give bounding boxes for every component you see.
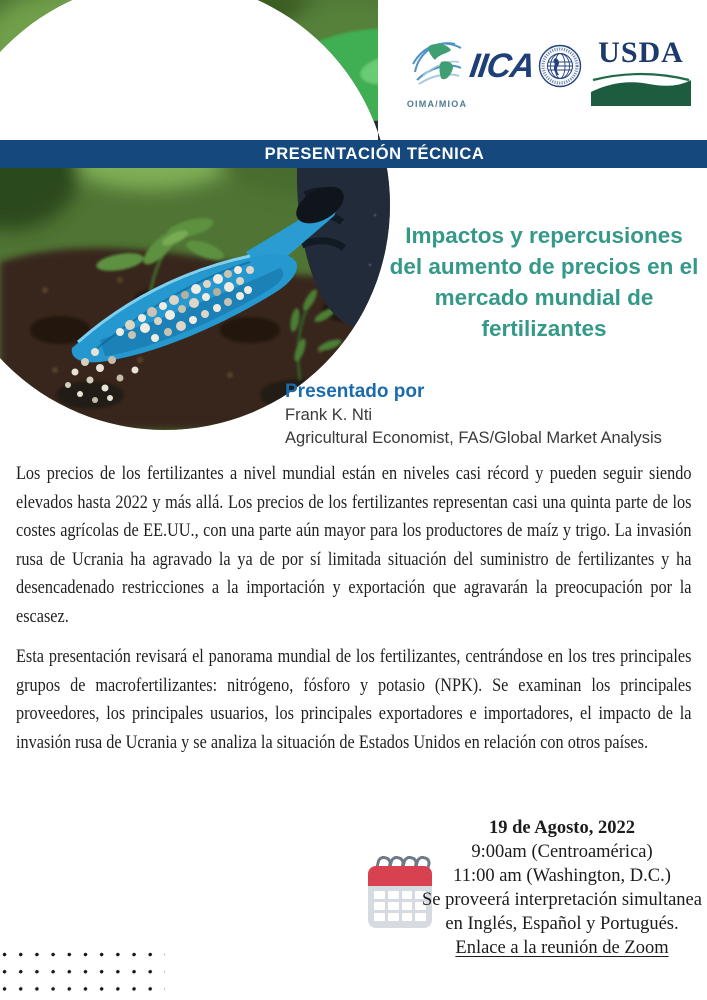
iica-logo: [467, 44, 582, 88]
event-time-washington: 11:00 am (Washington, D.C.): [453, 866, 671, 886]
technical-presentation-banner: [0, 140, 707, 168]
iica-logo-label: IICA: [467, 47, 537, 85]
presenter-role: Agricultural Economist, FAS/Global Market Analysis: [285, 429, 662, 447]
description-paragraph-1: Los precios de los fertilizantes a nivel mundial están en niveles casi récord y pueden seguir siendo elevados hasta 2022 y más allá. Los precios de los fertilizantes representan casi una quinta parte de los costes agrícolas de EE.UU., con una parte aún mayor para los productores de maíz y trigo. La invasión rusa de Ucrania ha agravado la ya de por sí limitada situación del suministro de fertilizantes y ha desencadenado restricciones a la importación y exportación que agravarán la preocupación por la escasez.: [16, 463, 692, 627]
oima-logo: [401, 34, 473, 109]
zoom-meeting-link[interactable]: Enlace a la reunión de Zoom: [455, 938, 669, 958]
usda-logo: [590, 38, 692, 111]
event-interpretation-note: Se proveerá interpretación simultanea en Inglés, Español y Portugués.: [422, 890, 702, 934]
usda-logo-label: USDA: [598, 36, 684, 69]
logo-row: [0, 0, 707, 130]
globe-emblem-icon: [538, 44, 582, 88]
green-field-swoosh-icon: [591, 68, 691, 106]
dot-grid-decoration: [2, 952, 165, 1000]
globe-americas-icon: [409, 34, 465, 90]
page-title: Impactos y repercusiones del aumento de precios en el mercado mundial de fertilizantes: [389, 223, 699, 341]
event-details: [412, 816, 707, 960]
presenter-name: Frank K. Nti: [285, 406, 373, 424]
oima-logo-label: OIMA/MIOA: [406, 99, 468, 109]
event-date: 19 de Agosto, 2022: [489, 818, 635, 838]
description-text: [16, 460, 691, 757]
presenter-block: [285, 380, 700, 450]
description-paragraph-2: Esta presentación revisará el panorama mundial de los fertilizantes, centrándose en los tres principales grupos de macrofertilizantes: nitrógeno, fósforo y potasio (NPK). Se examinan los principales proveedores, los principales usuarios, los principales exportadores e importadores, el impacto de la invasión rusa de Ucrania y se analiza la situación de Estados Unidos en relación con otros países.: [16, 646, 692, 753]
event-time-centroamerica: 9:00am (Centroamérica): [471, 842, 653, 862]
banner-label: PRESENTACIÓN TÉCNICA: [264, 144, 485, 163]
presenter-heading: Presentado por: [285, 381, 425, 402]
